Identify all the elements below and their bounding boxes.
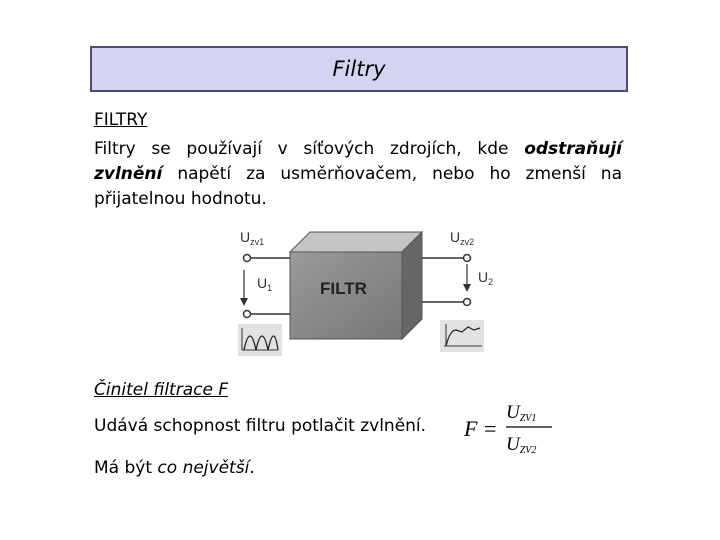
paragraph-text-start: Filtry se používají v síťových zdrojích, kde — [94, 139, 525, 159]
u-zv1-label: $U_{zv1}$ — [240, 229, 265, 247]
filter-diagram — [232, 224, 502, 359]
output-waveform — [440, 320, 484, 352]
section-heading: FILTRY — [94, 110, 148, 130]
slide-title: Filtry — [332, 57, 386, 81]
formula-denominator: UZV2 — [506, 434, 537, 456]
note-emphasis: co největší — [157, 458, 250, 478]
intro-paragraph — [94, 137, 622, 212]
filtration-factor-formula — [460, 396, 570, 462]
input-terminal-top — [244, 255, 251, 262]
formula-numerator: UZV1 — [506, 402, 537, 424]
output-terminal-top — [464, 255, 471, 262]
u1-label: $U_1$ — [257, 275, 273, 293]
slide-title-box — [90, 46, 628, 92]
paragraph-emphasis: odstraňují zvlnění — [94, 139, 622, 184]
u2-arrow-head — [463, 284, 471, 292]
note-prefix: Má být — [94, 458, 158, 478]
u1-arrow-head — [240, 298, 248, 306]
filtration-factor-description: Udává schopnost filtru potlačit zvlnění. — [94, 416, 427, 436]
output-terminal-bottom — [464, 299, 471, 306]
formula-equals: = — [484, 416, 497, 441]
filter-block-label: FILTR — [320, 279, 367, 298]
note-suffix: . — [249, 458, 255, 478]
paragraph-text-end: napětí za usměrňovačem, nebo ho zmenší na přijatelnou hodnotu. — [94, 164, 622, 209]
filtration-factor-heading: Činitel filtrace F — [94, 380, 229, 400]
u2-label: $U_2$ — [478, 269, 494, 287]
formula-lhs: F — [464, 416, 478, 441]
u-zv2-label: $U_{zv2}$ — [450, 229, 475, 247]
input-waveform — [238, 324, 282, 356]
filter-block-top — [290, 232, 422, 252]
input-terminal-bottom — [244, 311, 251, 318]
